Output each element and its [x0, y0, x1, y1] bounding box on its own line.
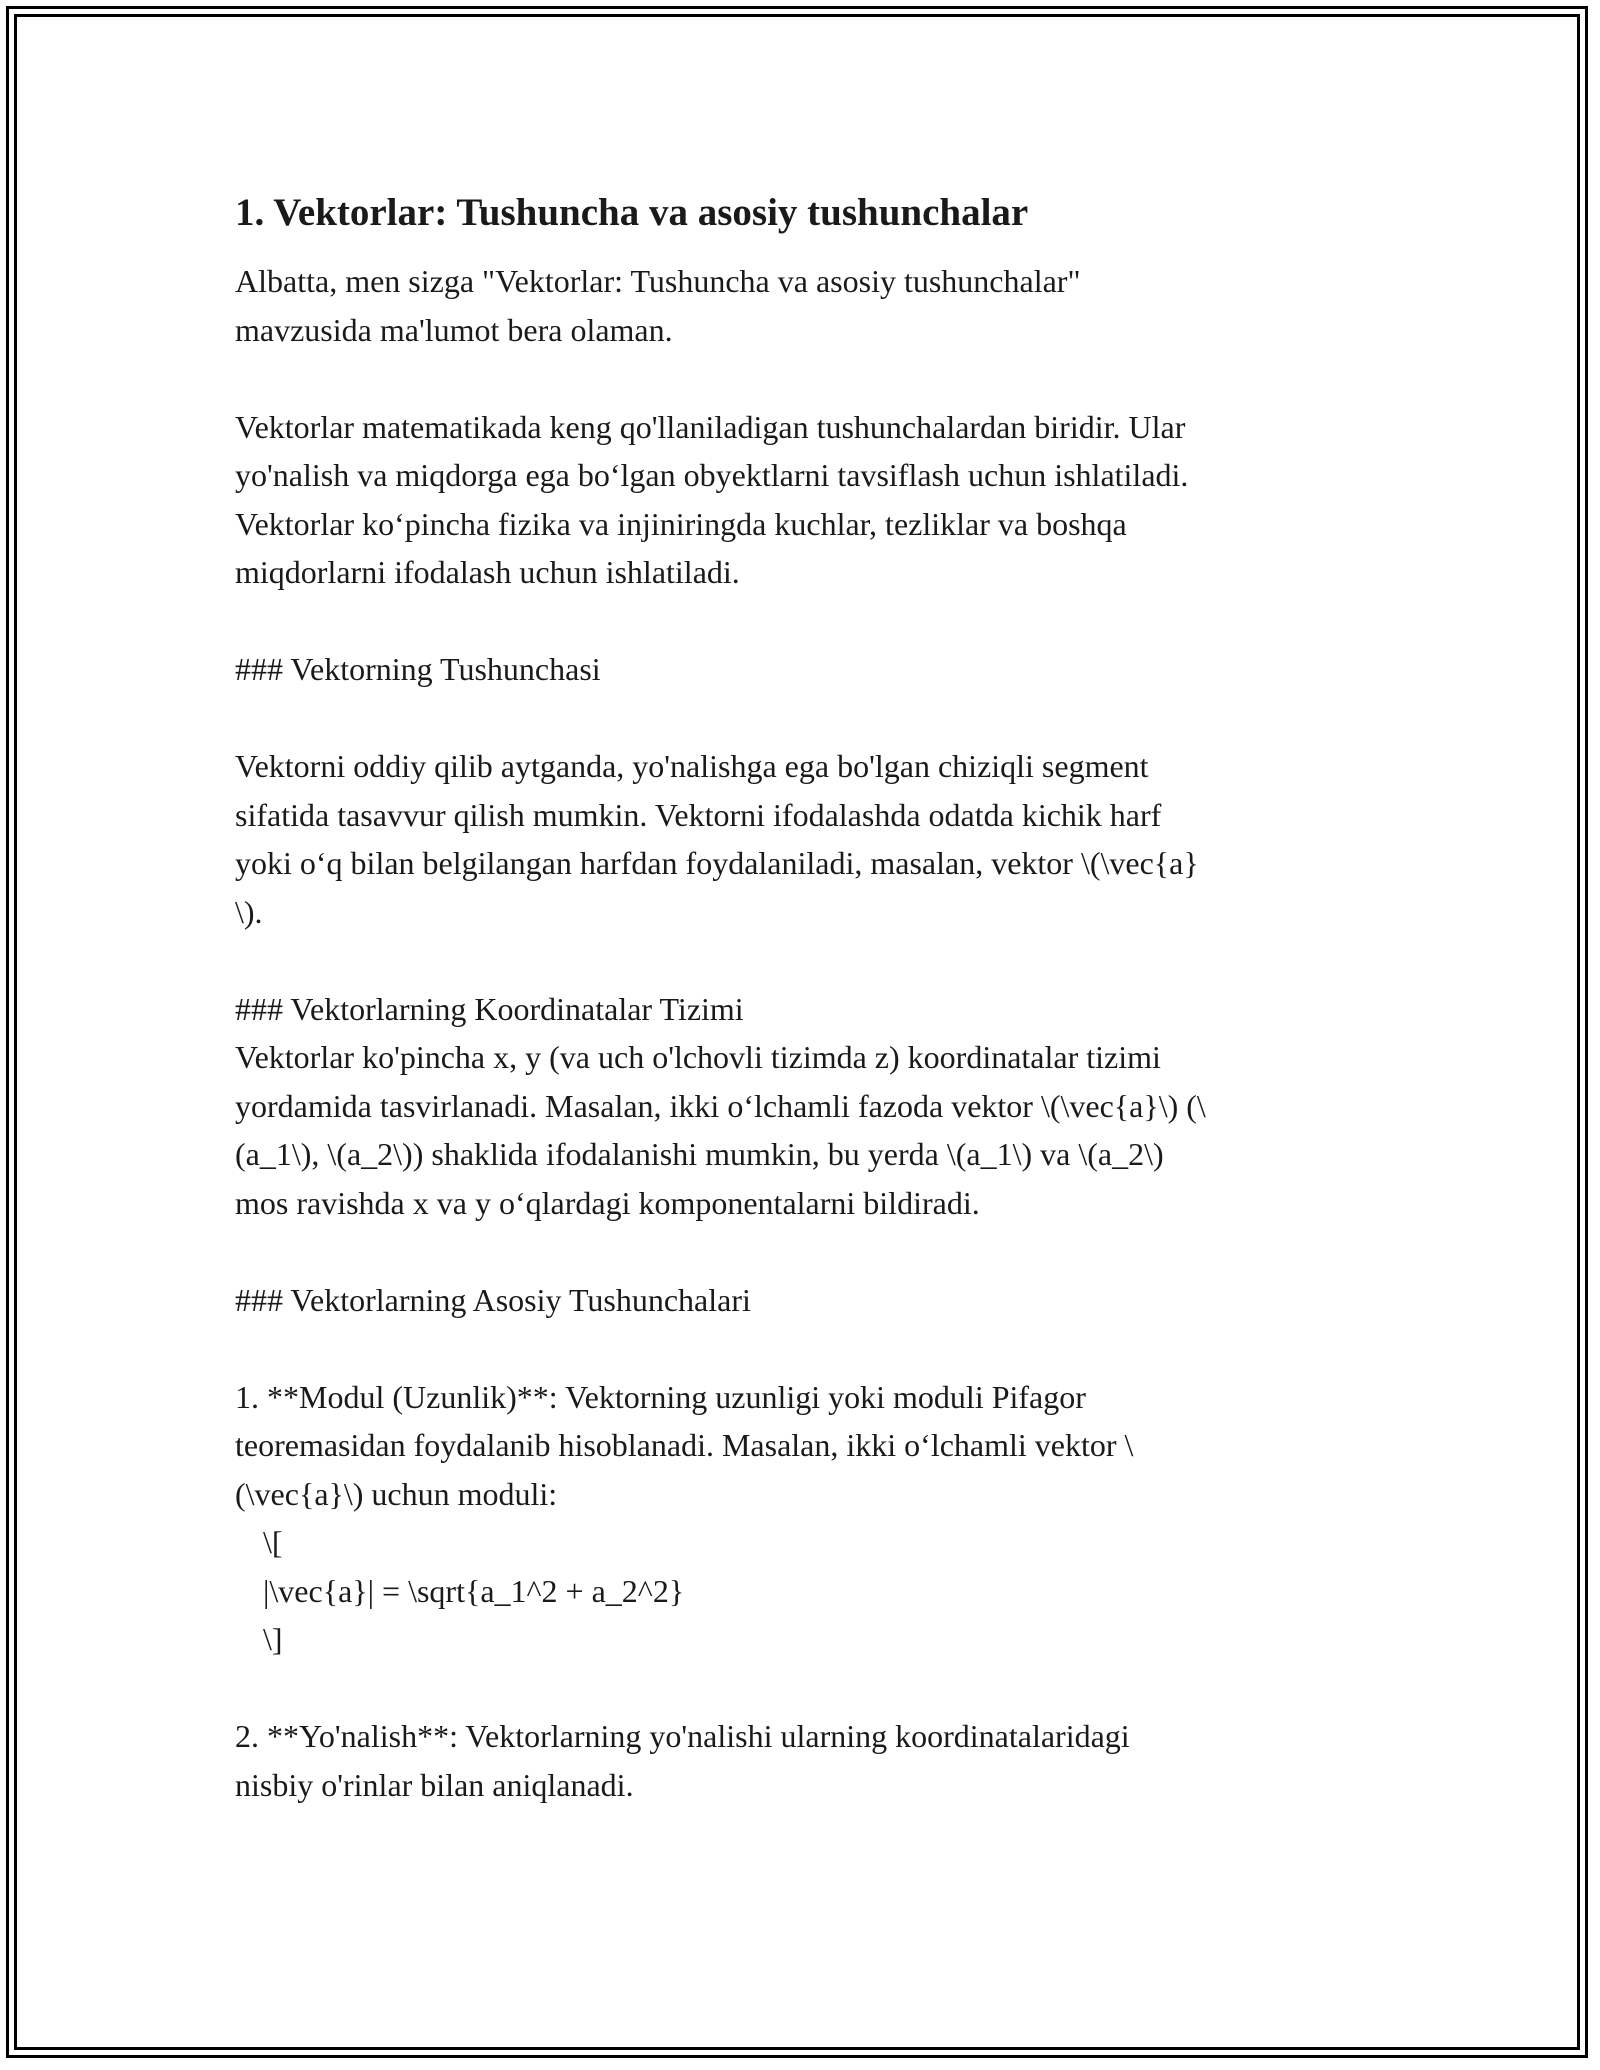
text-line: Vektorlar ko'pincha x, y (va uch o'lchovli tizimda z) koordinatalar tizimi [235, 1039, 1161, 1075]
section-heading-tushunchasi [235, 645, 1365, 694]
yonalish-list-item [235, 1712, 1365, 1809]
text-line: miqdorlarni ifodalash uchun ishlatiladi. [235, 554, 740, 590]
formula-line: \[ [263, 1524, 283, 1560]
formula-line: |\vec{a}| = \sqrt{a_1^2 + a_2^2} [263, 1572, 685, 1609]
text-line: sifatida tasavvur qilish mumkin. Vektorni ifodalashda odatda kichik harf [235, 796, 1162, 833]
text-line: 2. **Yo'nalish**: Vektorlarning yo'nalishi ularning koordinatalaridagi [235, 1718, 1130, 1754]
document-title: 1. Vektorlar: Tushuncha va asosiy tushunchalar [235, 191, 1029, 234]
document-content [235, 188, 1365, 1809]
text-line: nisbiy o'rinlar bilan aniqlanadi. [235, 1766, 634, 1803]
heading-line: ### Vektorning Tushunchasi [235, 651, 601, 687]
overview-paragraph [235, 403, 1365, 597]
text-line: \). [235, 893, 263, 930]
text-line: Albatta, men sizga "Vektorlar: Tushuncha va asosiy tushunchalar" [235, 263, 1081, 299]
text-line: (\vec{a}\) uchun moduli: [235, 1475, 558, 1512]
formula-line: \] [263, 1621, 283, 1657]
text-line: mos ravishda x va y oʻqlardagi komponentalarni bildiradi. [235, 1184, 980, 1221]
heading-line: ### Vektorlarning Asosiy Tushunchalari [235, 1281, 751, 1318]
tushunchasi-paragraph [235, 742, 1365, 936]
heading-line: ### Vektorlarning Koordinatalar Tizimi [235, 990, 744, 1027]
text-line: yoki oʻq bilan belgilangan harfdan foydalaniladi, masalan, vektor \(\vec{a} [235, 845, 1199, 881]
section-heading-asosiy [235, 1276, 1365, 1325]
modul-list-item [235, 1373, 1365, 1664]
text-line: yordamida tasvirlanadi. Masalan, ikki oʻlchamli fazoda vektor \(\vec{a}\) (\ [235, 1087, 1206, 1124]
koordinatalar-section [235, 985, 1365, 1228]
text-line: Vektorni oddiy qilib aytganda, yo'nalishga ega bo'lgan chiziqli segment [235, 748, 1149, 784]
text-line: Vektorlar koʻpincha fizika va injiniringda kuchlar, tezliklar va boshqa [235, 505, 1127, 542]
intro-paragraph [235, 257, 1365, 354]
text-line: (a_1\), \(a_2\)) shaklida ifodalanishi mumkin, bu yerda \(a_1\) va \(a_2\) [235, 1136, 1164, 1172]
text-line: Vektorlar matematikada keng qo'llaniladigan tushunchalardan biridir. Ular [235, 408, 1186, 445]
text-line: teoremasidan foydalanib hisoblanadi. Masalan, ikki oʻlchamli vektor \ [235, 1427, 1134, 1463]
text-line: yo'nalish va miqdorga ega boʻlgan obyektlarni tavsiflash uchun ishlatiladi. [235, 457, 1189, 493]
text-line: 1. **Modul (Uzunlik)**: Vektorning uzunligi yoki moduli Pifagor [235, 1378, 1086, 1415]
text-line: mavzusida ma'lumot bera olaman. [235, 311, 673, 348]
